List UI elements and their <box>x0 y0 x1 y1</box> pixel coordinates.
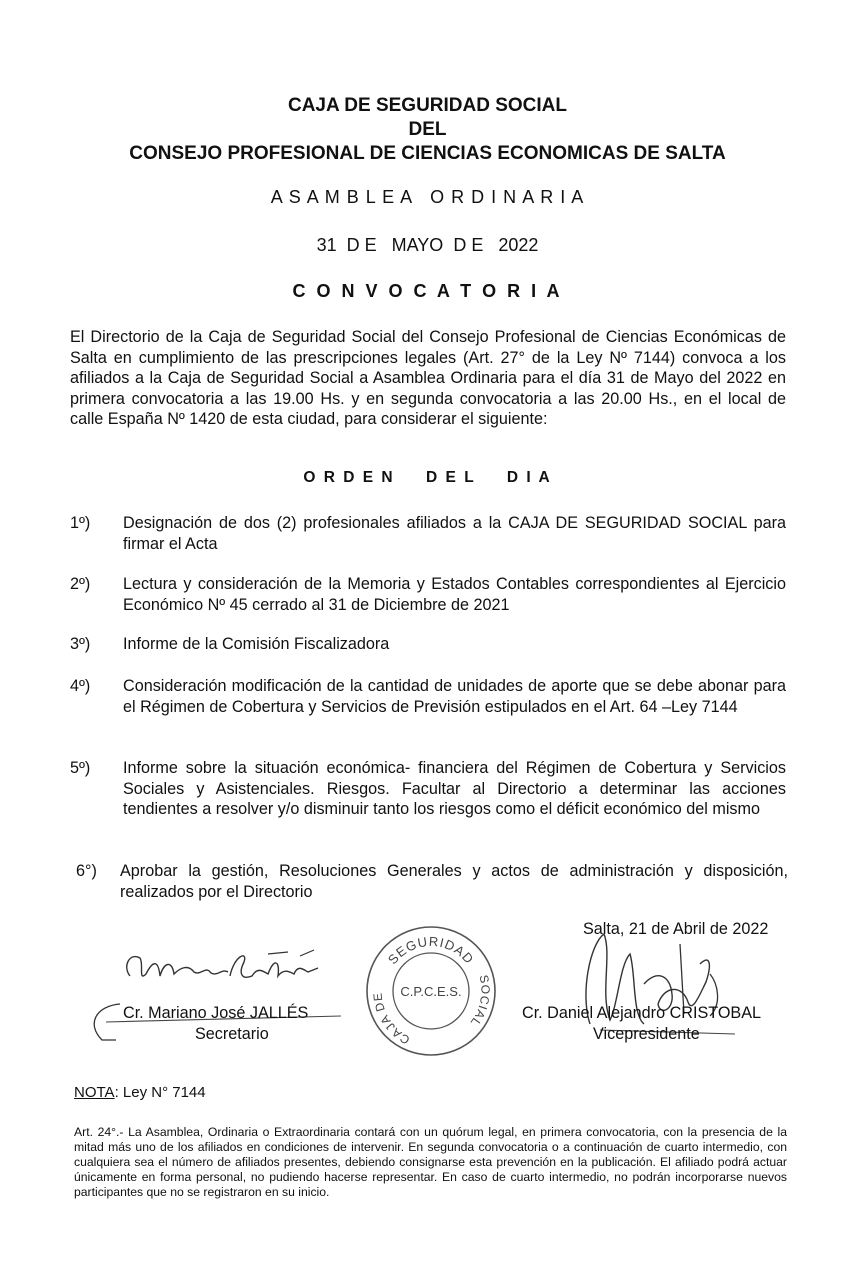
convocatoria-title: C O N V O C A T O R I A <box>292 281 563 301</box>
agenda-item-text: Designación de dos (2) profesionales afiliados a la CAJA DE SEGURIDAD SOCIAL para firmar el Acta <box>123 514 786 553</box>
stamp-top-text: SEGURIDAD <box>384 933 478 968</box>
vicepresident-role: Vicepresidente <box>593 1025 700 1043</box>
stamp-left-text: CAJA DE <box>370 991 413 1048</box>
header-line-3: CONSEJO PROFESIONAL DE CIENCIAS ECONOMICAS DE SALTA <box>129 143 726 164</box>
agenda-item-text: Lectura y consideración de la Memoria y Estados Contables correspondientes al Ejercicio Económico Nº 45 cerrado al 31 de Diciembre de 2021 <box>123 575 786 614</box>
secretary-role: Secretario <box>195 1025 269 1043</box>
nota-line <box>74 1084 206 1101</box>
place-date: Salta, 21 de Abril de 2022 <box>583 920 769 938</box>
agenda-item-text: Consideración modificación de la cantidad de unidades de aporte que se debe abonar para el Régimen de Cobertura y Servicios de Previsión estipulados en el Art. 64 –Ley 7144 <box>123 677 786 716</box>
institution-stamp <box>364 924 498 1058</box>
svg-text:SOCIAL <box>467 974 492 1030</box>
stamp-right-text: SOCIAL <box>467 973 493 1030</box>
agenda-item-text: Aprobar la gestión, Resoluciones Generales y actos de administración y disposición, realizados por el Directorio <box>120 862 788 901</box>
header-line-2: DEL <box>408 119 447 140</box>
vicepresident-name: Cr. Daniel Alejandro CRISTOBAL <box>522 1004 762 1022</box>
assembly-title: A S A M B L E A O R D I N A R I A <box>270 187 585 207</box>
agenda-item-number: 3º) <box>70 635 91 653</box>
nota-label: NOTA <box>74 1084 115 1101</box>
agenda-item-number: 5º) <box>70 759 91 777</box>
article-24-text: Art. 24°.- La Asamblea, Ordinaria o Extraordinaria contará con un quórum legal, en primera convocatoria, con la presencia de la mitad más uno de los afiliados en condiciones de intervenir. En segunda convocatoria o a continuación de cuarto intermedio, con cualquiera sea el número de afiliados presentes, debiendo consignarse esta prevención en la publicación. El afiliado podrá actuar únicamente en forma personal, no pudiendo hacerse representar. En caso de cuarto intermedio, no podrán incorporarse nuevos participantes que no se registraron en su inicio. <box>74 1125 787 1199</box>
assembly-date: 31 D E MAYO D E 2022 <box>316 235 539 255</box>
stamp-center-text: C.P.C.E.S. <box>400 984 462 999</box>
agenda-item-number: 4º) <box>70 677 91 695</box>
secretary-signature <box>118 946 338 996</box>
agenda-item-number: 2º) <box>70 575 91 593</box>
secretary-name: Cr. Mariano José JALLÉS <box>123 1004 309 1022</box>
nota-law: : Ley N° 7144 <box>114 1084 206 1101</box>
agenda-item-text: Informe de la Comisión Fiscalizadora <box>123 635 390 653</box>
agenda-item-text: Informe sobre la situación económica- financiera del Régimen de Cobertura y Servicios Sociales y Asistenciales. Riesgos. Facultar al Directorio a determinar las acciones tendientes a resolver y/o disminuir tanto los riesgos como el déficit económico del mismo <box>123 759 786 818</box>
header-line-1: CAJA DE SEGURIDAD SOCIAL <box>287 95 568 116</box>
orden-del-dia-title: O R D E N D E L D I A <box>303 469 552 486</box>
agenda-item-number: 6°) <box>76 862 97 880</box>
agenda-item-number: 1º) <box>70 514 91 532</box>
intro-paragraph: El Directorio de la Caja de Seguridad Social del Consejo Profesional de Ciencias Económicas de Salta en cumplimiento de las prescripciones legales (Art. 27° de la Ley Nº 7144) convoca a los afiliados a la Caja de Seguridad Social a Asamblea Ordinaria para el día 31 de Mayo del 2022 en primera convocatoria a las 19.00 Hs. y en segunda convocatoria a las 20.00 Hs., en el local de calle España Nº 1420 de esta ciudad, para considerar el siguiente: <box>70 328 786 428</box>
svg-text:SEGURIDAD <box>385 934 477 967</box>
